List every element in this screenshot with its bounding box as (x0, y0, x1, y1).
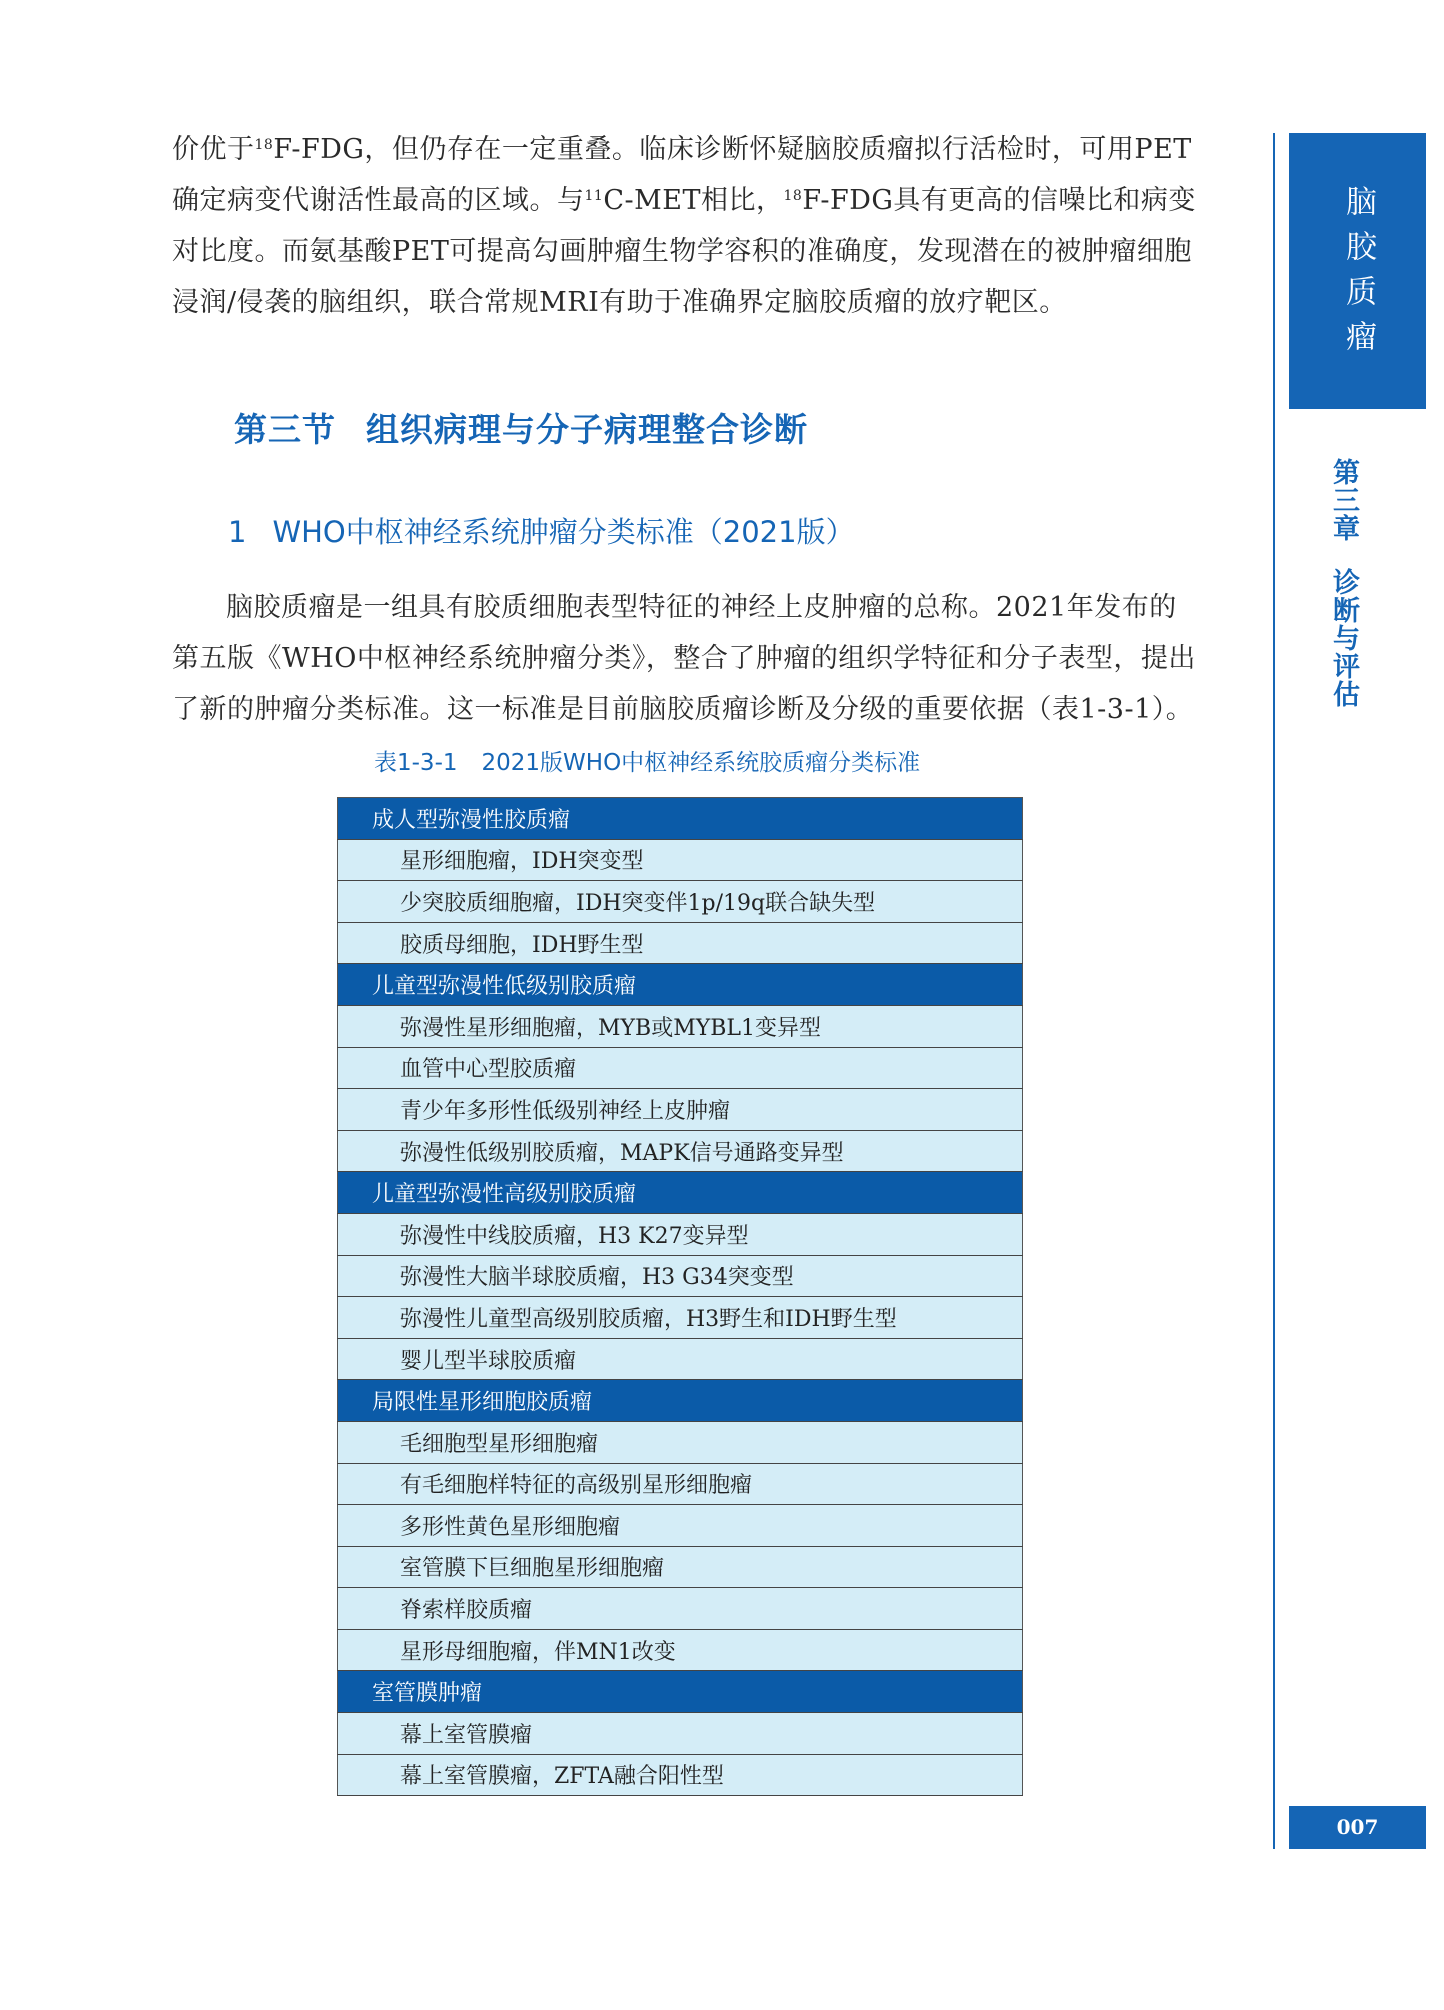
table-row (338, 1255, 1023, 1297)
table-row (338, 881, 1023, 923)
subsection-number: 1 (228, 515, 247, 549)
chapter-number: 第三章 (1328, 458, 1359, 542)
table-category-row (338, 1380, 1023, 1422)
item-cell: 弥漫性低级别胶质瘤，MAPK信号通路变异型 (338, 1130, 1023, 1172)
category-cell: 成人型弥漫性胶质瘤 (338, 798, 1023, 840)
section-heading (234, 404, 808, 451)
table-row (338, 1463, 1023, 1505)
table-caption (374, 744, 920, 777)
table-row (338, 1213, 1023, 1255)
item-cell: 青少年多形性低级别神经上皮肿瘤 (338, 1089, 1023, 1131)
table-row (338, 1505, 1023, 1547)
category-cell: 儿童型弥漫性低级别胶质瘤 (338, 964, 1023, 1006)
item-cell: 多形性黄色星形细胞瘤 (338, 1505, 1023, 1547)
item-cell: 少突胶质细胞瘤，IDH突变伴1p/19q联合缺失型 (338, 881, 1023, 923)
item-cell: 幕上室管膜瘤，ZFTA融合阳性型 (338, 1754, 1023, 1796)
item-cell: 弥漫性中线胶质瘤，H3 K27变异型 (338, 1213, 1023, 1255)
table-category-row (338, 1172, 1023, 1214)
body-line-3: 了新的肿瘤分类标准。这一标准是目前脑胶质瘤诊断及分级的重要依据（表1-3-1）。 (172, 694, 1194, 725)
page-number: 007 (1289, 1806, 1426, 1849)
section-title: 组织病理与分子病理整合诊断 (366, 410, 808, 449)
chapter-label (1330, 458, 1357, 708)
table-row (338, 1754, 1023, 1796)
intro-paragraph (172, 124, 1196, 328)
side-divider (1273, 133, 1275, 1849)
book-tab-label: 脑胶质瘤 (1340, 185, 1376, 365)
table-row (338, 1629, 1023, 1671)
item-cell: 有毛细胞样特征的高级别星形细胞瘤 (338, 1463, 1023, 1505)
item-cell: 血管中心型胶质瘤 (338, 1047, 1023, 1089)
intro-line-3: 对比度。而氨基酸PET可提高勾画肿瘤生物学容积的准确度，发现潜在的被肿瘤细胞 (172, 236, 1192, 267)
table-row (338, 1047, 1023, 1089)
table-row (338, 1130, 1023, 1172)
item-cell: 室管膜下巨细胞星形细胞瘤 (338, 1546, 1023, 1588)
body-line-2: 第五版《WHO中枢神经系统肿瘤分类》，整合了肿瘤的组织学特征和分子表型，提出 (172, 643, 1196, 674)
chapter-title: 诊断与评估 (1328, 568, 1359, 708)
item-cell: 脊索样胶质瘤 (338, 1588, 1023, 1630)
table-caption-number: 表1-3-1 (374, 750, 458, 776)
table-row (338, 1005, 1023, 1047)
item-cell: 幕上室管膜瘤 (338, 1713, 1023, 1755)
item-cell: 弥漫性大脑半球胶质瘤，H3 G34突变型 (338, 1255, 1023, 1297)
body-paragraph (172, 582, 1196, 735)
classification-table-body (338, 798, 1023, 1796)
item-cell: 弥漫性星形细胞瘤，MYB或MYBL1变异型 (338, 1005, 1023, 1047)
table-row (338, 1421, 1023, 1463)
table-row (338, 1297, 1023, 1339)
table-row (338, 839, 1023, 881)
item-cell: 胶质母细胞，IDH野生型 (338, 922, 1023, 964)
item-cell: 星形细胞瘤，IDH突变型 (338, 839, 1023, 881)
item-cell: 毛细胞型星形细胞瘤 (338, 1421, 1023, 1463)
book-tab (1289, 133, 1426, 409)
intro-line-4: 浸润/侵袭的脑组织，联合常规MRI有助于准确界定脑胶质瘤的放疗靶区。 (172, 287, 1067, 318)
table-category-row (338, 798, 1023, 840)
table-row (338, 1338, 1023, 1380)
category-cell: 室管膜肿瘤 (338, 1671, 1023, 1713)
table-category-row (338, 964, 1023, 1006)
table-category-row (338, 1671, 1023, 1713)
item-cell: 星形母细胞瘤，伴MN1改变 (338, 1629, 1023, 1671)
subsection-heading (228, 510, 855, 551)
section-number: 第三节 (234, 410, 336, 449)
category-cell: 局限性星形细胞胶质瘤 (338, 1380, 1023, 1422)
table-row (338, 1546, 1023, 1588)
item-cell: 弥漫性儿童型高级别胶质瘤，H3野生和IDH野生型 (338, 1297, 1023, 1339)
subsection-title: WHO中枢神经系统肿瘤分类标准（2021版） (272, 515, 855, 549)
intro-line-2: 确定病变代谢活性最高的区域。与$^{11}$C-MET相比，$^{18}$F-FDG具有更高的信噪比和病变 (172, 185, 1196, 216)
table-row (338, 1713, 1023, 1755)
table-row (338, 1089, 1023, 1131)
table-caption-title: 2021版WHO中枢神经系统胶质瘤分类标准 (481, 750, 921, 776)
table-row (338, 922, 1023, 964)
category-cell: 儿童型弥漫性高级别胶质瘤 (338, 1172, 1023, 1214)
item-cell: 婴儿型半球胶质瘤 (338, 1338, 1023, 1380)
intro-line-1: 价优于$^{18}$F-FDG，但仍存在一定重叠。临床诊断怀疑脑胶质瘤拟行活检时，可用PET (172, 134, 1192, 165)
table-row (338, 1588, 1023, 1630)
body-line-1: 脑胶质瘤是一组具有胶质细胞表型特征的神经上皮肿瘤的总称。2021年发布的 (226, 592, 1177, 623)
classification-table (337, 797, 1023, 1796)
